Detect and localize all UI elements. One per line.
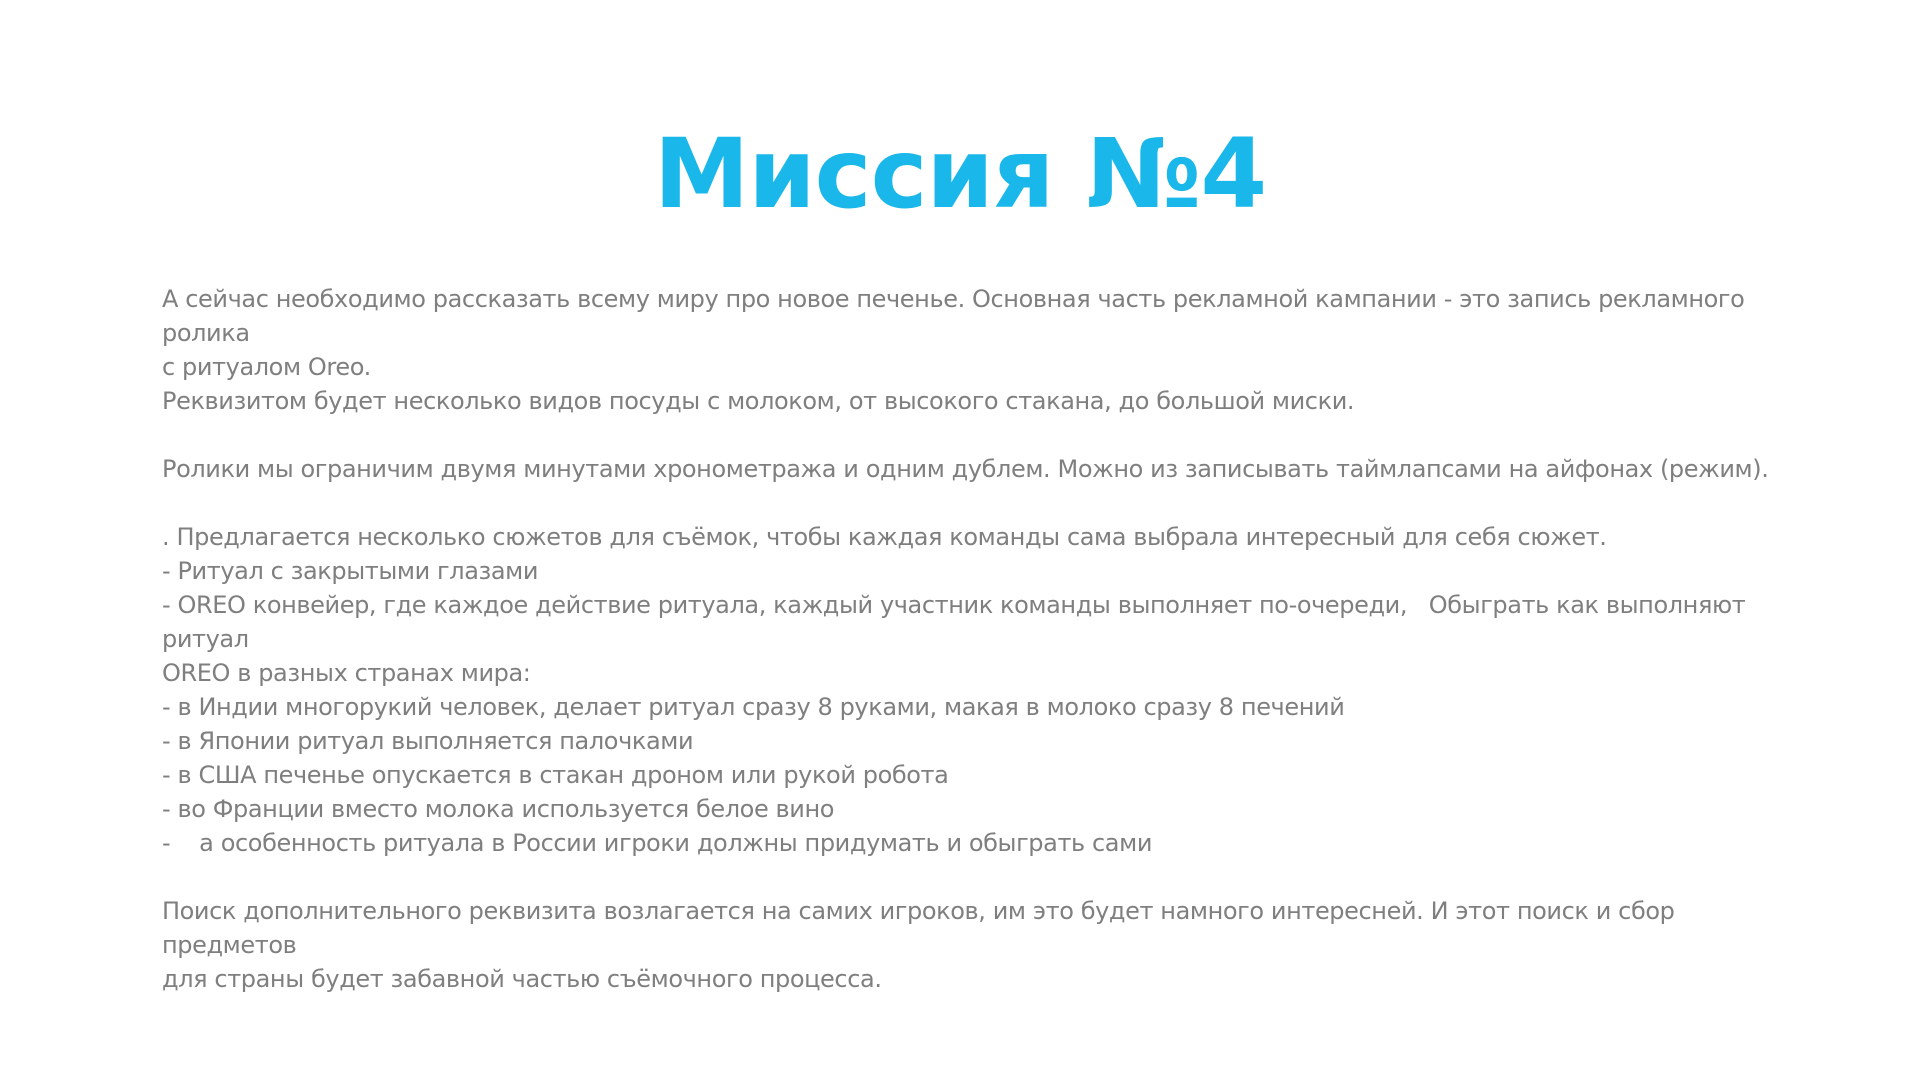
list-item: - во Франции вместо молока используется белое вино — [162, 795, 835, 823]
paragraph-1-line-1: А сейчас необходимо рассказать всему миру про новое печенье. Основная часть рекламной кампании - это запись рекламного ролика — [162, 285, 1752, 347]
paragraph-1-line-2: с ритуалом Oreo. — [162, 353, 371, 381]
list-item: - в США печенье опускается в стакан дроном или рукой робота — [162, 761, 949, 789]
spacer — [162, 418, 1802, 452]
slide-title: Миссия №4 — [653, 118, 1267, 230]
list-item: - а особенность ритуала в России игроки должны придумать и обыграть сами — [162, 829, 1153, 857]
list-item: - Ритуал с закрытыми глазами — [162, 557, 539, 585]
paragraph-3-line-2: для страны будет забавной частью съёмочного процесса. — [162, 965, 882, 993]
spacer — [162, 860, 1802, 894]
list-intro: . Предлагается несколько сюжетов для съёмок, чтобы каждая команды сама выбрала интересный для себя сюжет. — [162, 523, 1607, 551]
paragraph-1-line-3: Реквизитом будет несколько видов посуды с молоком, от высокого стакана, до большой миски. — [162, 387, 1355, 415]
list-item: - в Индии многорукий человек, делает ритуал сразу 8 руками, макая в молоко сразу 8 печений — [162, 693, 1345, 721]
list-item: - в Японии ритуал выполняется палочками — [162, 727, 694, 755]
spacer — [162, 486, 1802, 520]
list-item: - OREO конвейер, где каждое действие ритуала, каждый участник команды выполняет по-очереди, Обыграть как выполняют ритуал — [162, 591, 1753, 653]
paragraph-3-line-1: Поиск дополнительного реквизита возлагается на самих игроков, им это будет намного интересней. И этот поиск и сбор предметов — [162, 897, 1682, 959]
paragraph-2: Ролики мы ограничим двумя минутами хронометража и одним дублем. Можно из записывать таймлапсами на айфонах (режим). — [162, 455, 1769, 483]
slide-body — [162, 282, 1802, 996]
list-item-continuation: OREO в разных странах мира: — [162, 659, 531, 687]
